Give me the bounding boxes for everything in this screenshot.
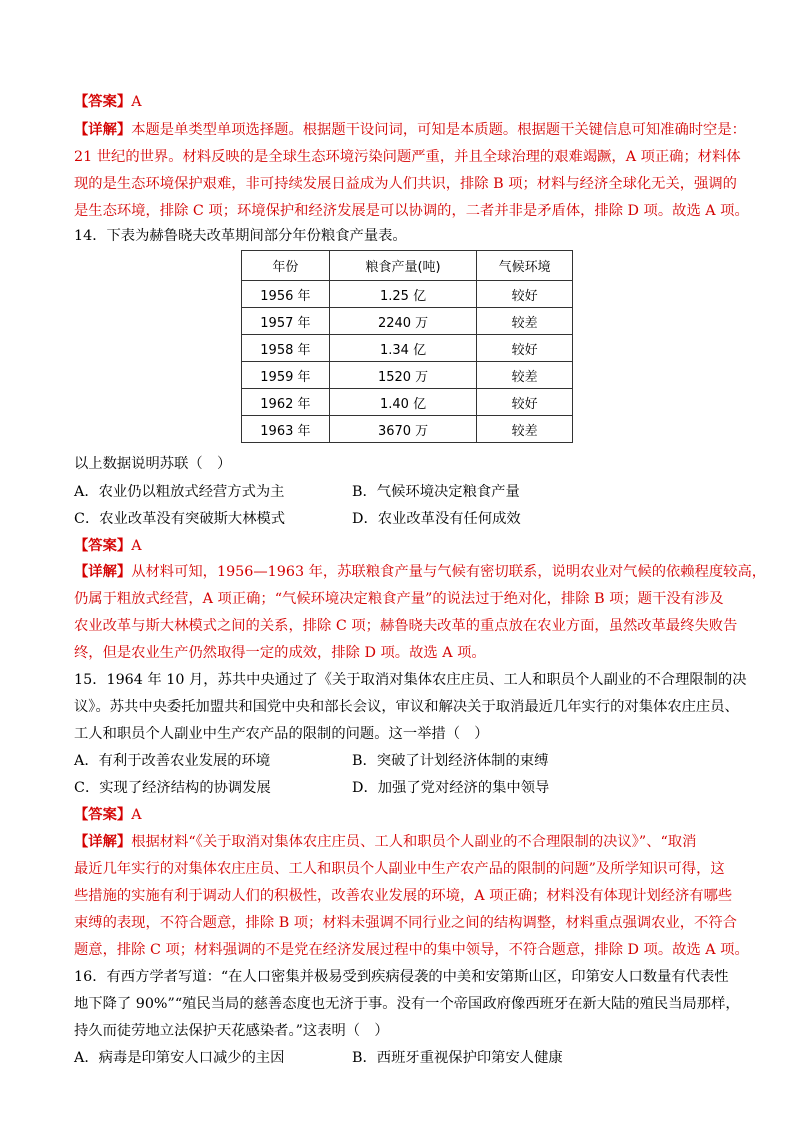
q15-detail-line-2: 最近几年实行的对集体农庄庄员、工人和职员个人副业中生产农产品的限制的问题”及所学知识可得，这	[74, 861, 725, 877]
q16-stem-line-2: 地下降了 90%”“殖民当局的慈善态度也无济于事。没有一个帝国政府像西班牙在新大陆的殖民当局那样，	[74, 996, 740, 1012]
header-climate: 气候环境	[477, 251, 573, 281]
grain-output-table	[241, 250, 573, 443]
q15-detail-line-1: 【详解】根据材料“《关于取消对集体农庄庄员、工人和职员个人副业的不合理限制的决议》”、“取消	[74, 834, 697, 850]
q14-option-d: D．农业改革没有任何成效	[352, 511, 521, 527]
answer-value: A	[131, 94, 142, 110]
q14-detail-line-4: 终，但是农业生产仍然取得一定的成效，排除 D 项。故选 A 项。	[74, 645, 486, 661]
answer-label: 【答案】	[74, 94, 132, 110]
q15-stem-line-1: 15．1964 年 10 月，苏共中央通过了《关于取消对集体农庄庄员、工人和职员个人副业的不合理限制的决	[74, 672, 747, 688]
q15-option-d: D．加强了党对经济的集中领导	[352, 780, 550, 796]
detail-label: 【详解】	[74, 564, 132, 580]
q14-option-b: B．气候环境决定粮食产量	[352, 484, 520, 500]
q14-detail-line-1: 【详解】从材料可知，1956—1963 年，苏联粮食产量与气候有密切联系，说明农业对气候的依赖程度较高，	[74, 564, 767, 580]
detail-label: 【详解】	[74, 122, 132, 138]
answer-value: A	[131, 538, 142, 554]
q15-answer	[74, 805, 734, 825]
q13-answer	[74, 92, 734, 112]
answer-value: A	[131, 807, 142, 823]
q14-question: 以上数据说明苏联（ ）	[74, 456, 232, 472]
q13-detail-line-2: 21 世纪的世界。材料反映的是全球生态环境污染问题严重，并且全球治理的艰难竭蹶，A 项正确；材料体	[74, 149, 741, 165]
q13-detail-line-3: 现的是生态环境保护艰难，非可持续发展日益成为人们共识，排除 B 项；材料与经济全球化无关，强调的	[74, 176, 737, 192]
header-year: 年份	[242, 251, 330, 281]
q16-stem-line-1: 16．有西方学者写道：“在人口密集并极易受到疾病侵袭的中美和安第斯山区，印第安人口数量有代表性	[74, 969, 729, 985]
q13-detail-line-4: 是生态环境，排除 C 项；环境保护和经济发展是可以协调的，二者并非是矛盾体，排除 D 项。故选 A 项。	[74, 203, 749, 219]
table-row: 1963 年 3670 万 较差	[242, 416, 573, 443]
q16-option-a: A．病毒是印第安人口减少的主因	[74, 1050, 285, 1066]
q15-detail-line-3: 些措施的实施有利于调动人们的积极性，改善农业发展的环境，A 项正确；材料没有体现计划经济有哪些	[74, 888, 733, 904]
table-row: 1962 年 1.40 亿 较好	[242, 389, 573, 416]
table-row: 1956 年 1.25 亿 较好	[242, 281, 573, 308]
q15-option-c: C．实现了经济结构的协调发展	[74, 780, 271, 796]
answer-label: 【答案】	[74, 538, 132, 554]
q14-option-c: C．农业改革没有突破斯大林模式	[74, 511, 286, 527]
q14-stem: 14．下表为赫鲁晓夫改革期间部分年份粮食产量表。	[74, 228, 407, 244]
q14-answer	[74, 536, 734, 556]
detail-label: 【详解】	[74, 834, 132, 850]
q15-stem-line-2: 议》。苏共中央委托加盟共和国党中央和部长会议，审议和解决关于取消最近几年实行的对集体农庄庄员、	[74, 699, 739, 715]
q14-option-a: A．农业仍以粗放式经营方式为主	[74, 484, 285, 500]
table-row: 1959 年 1520 万 较差	[242, 362, 573, 389]
table-header-row	[242, 251, 573, 281]
q16-stem-line-3: 持久而徒劳地立法保护天花感染者。”这表明（ ）	[74, 1023, 389, 1039]
q16-option-b: B．西班牙重视保护印第安人健康	[352, 1050, 563, 1066]
table-row: 1957 年 2240 万 较差	[242, 308, 573, 335]
table-row: 1958 年 1.34 亿 较好	[242, 335, 573, 362]
header-output: 粮食产量(吨)	[329, 251, 477, 281]
q15-option-a: A．有利于改善农业发展的环境	[74, 753, 271, 769]
q15-stem-line-3: 工人和职员个人副业中生产农产品的限制的问题。这一举措（ ）	[74, 726, 489, 742]
q15-option-b: B．突破了计划经济体制的束缚	[352, 753, 549, 769]
q15-detail-line-4: 束缚的表现，不符合题意，排除 B 项；材料未强调不同行业之间的结构调整，材料重点强调农业，不符合	[74, 915, 737, 931]
q14-detail-line-2: 仍属于粗放式经营，A 项正确；“气候环境决定粮食产量”的说法过于绝对化，排除 B 项；题干没有涉及	[74, 591, 724, 607]
q15-detail-line-5: 题意，排除 C 项；材料强调的不是党在经济发展过程中的集中领导，不符合题意，排除 D 项。故选 A 项。	[74, 942, 749, 958]
q13-detail-line-1: 【详解】本题是单类型单项选择题。根据题干设问词，可知是本质题。根据题干关键信息可知准确时空是：	[74, 122, 746, 138]
q14-detail-line-3: 农业改革与斯大林模式之间的关系，排除 C 项；赫鲁晓夫改革的重点放在农业方面，虽然改革最终失败告	[74, 618, 738, 634]
answer-label: 【答案】	[74, 807, 132, 823]
